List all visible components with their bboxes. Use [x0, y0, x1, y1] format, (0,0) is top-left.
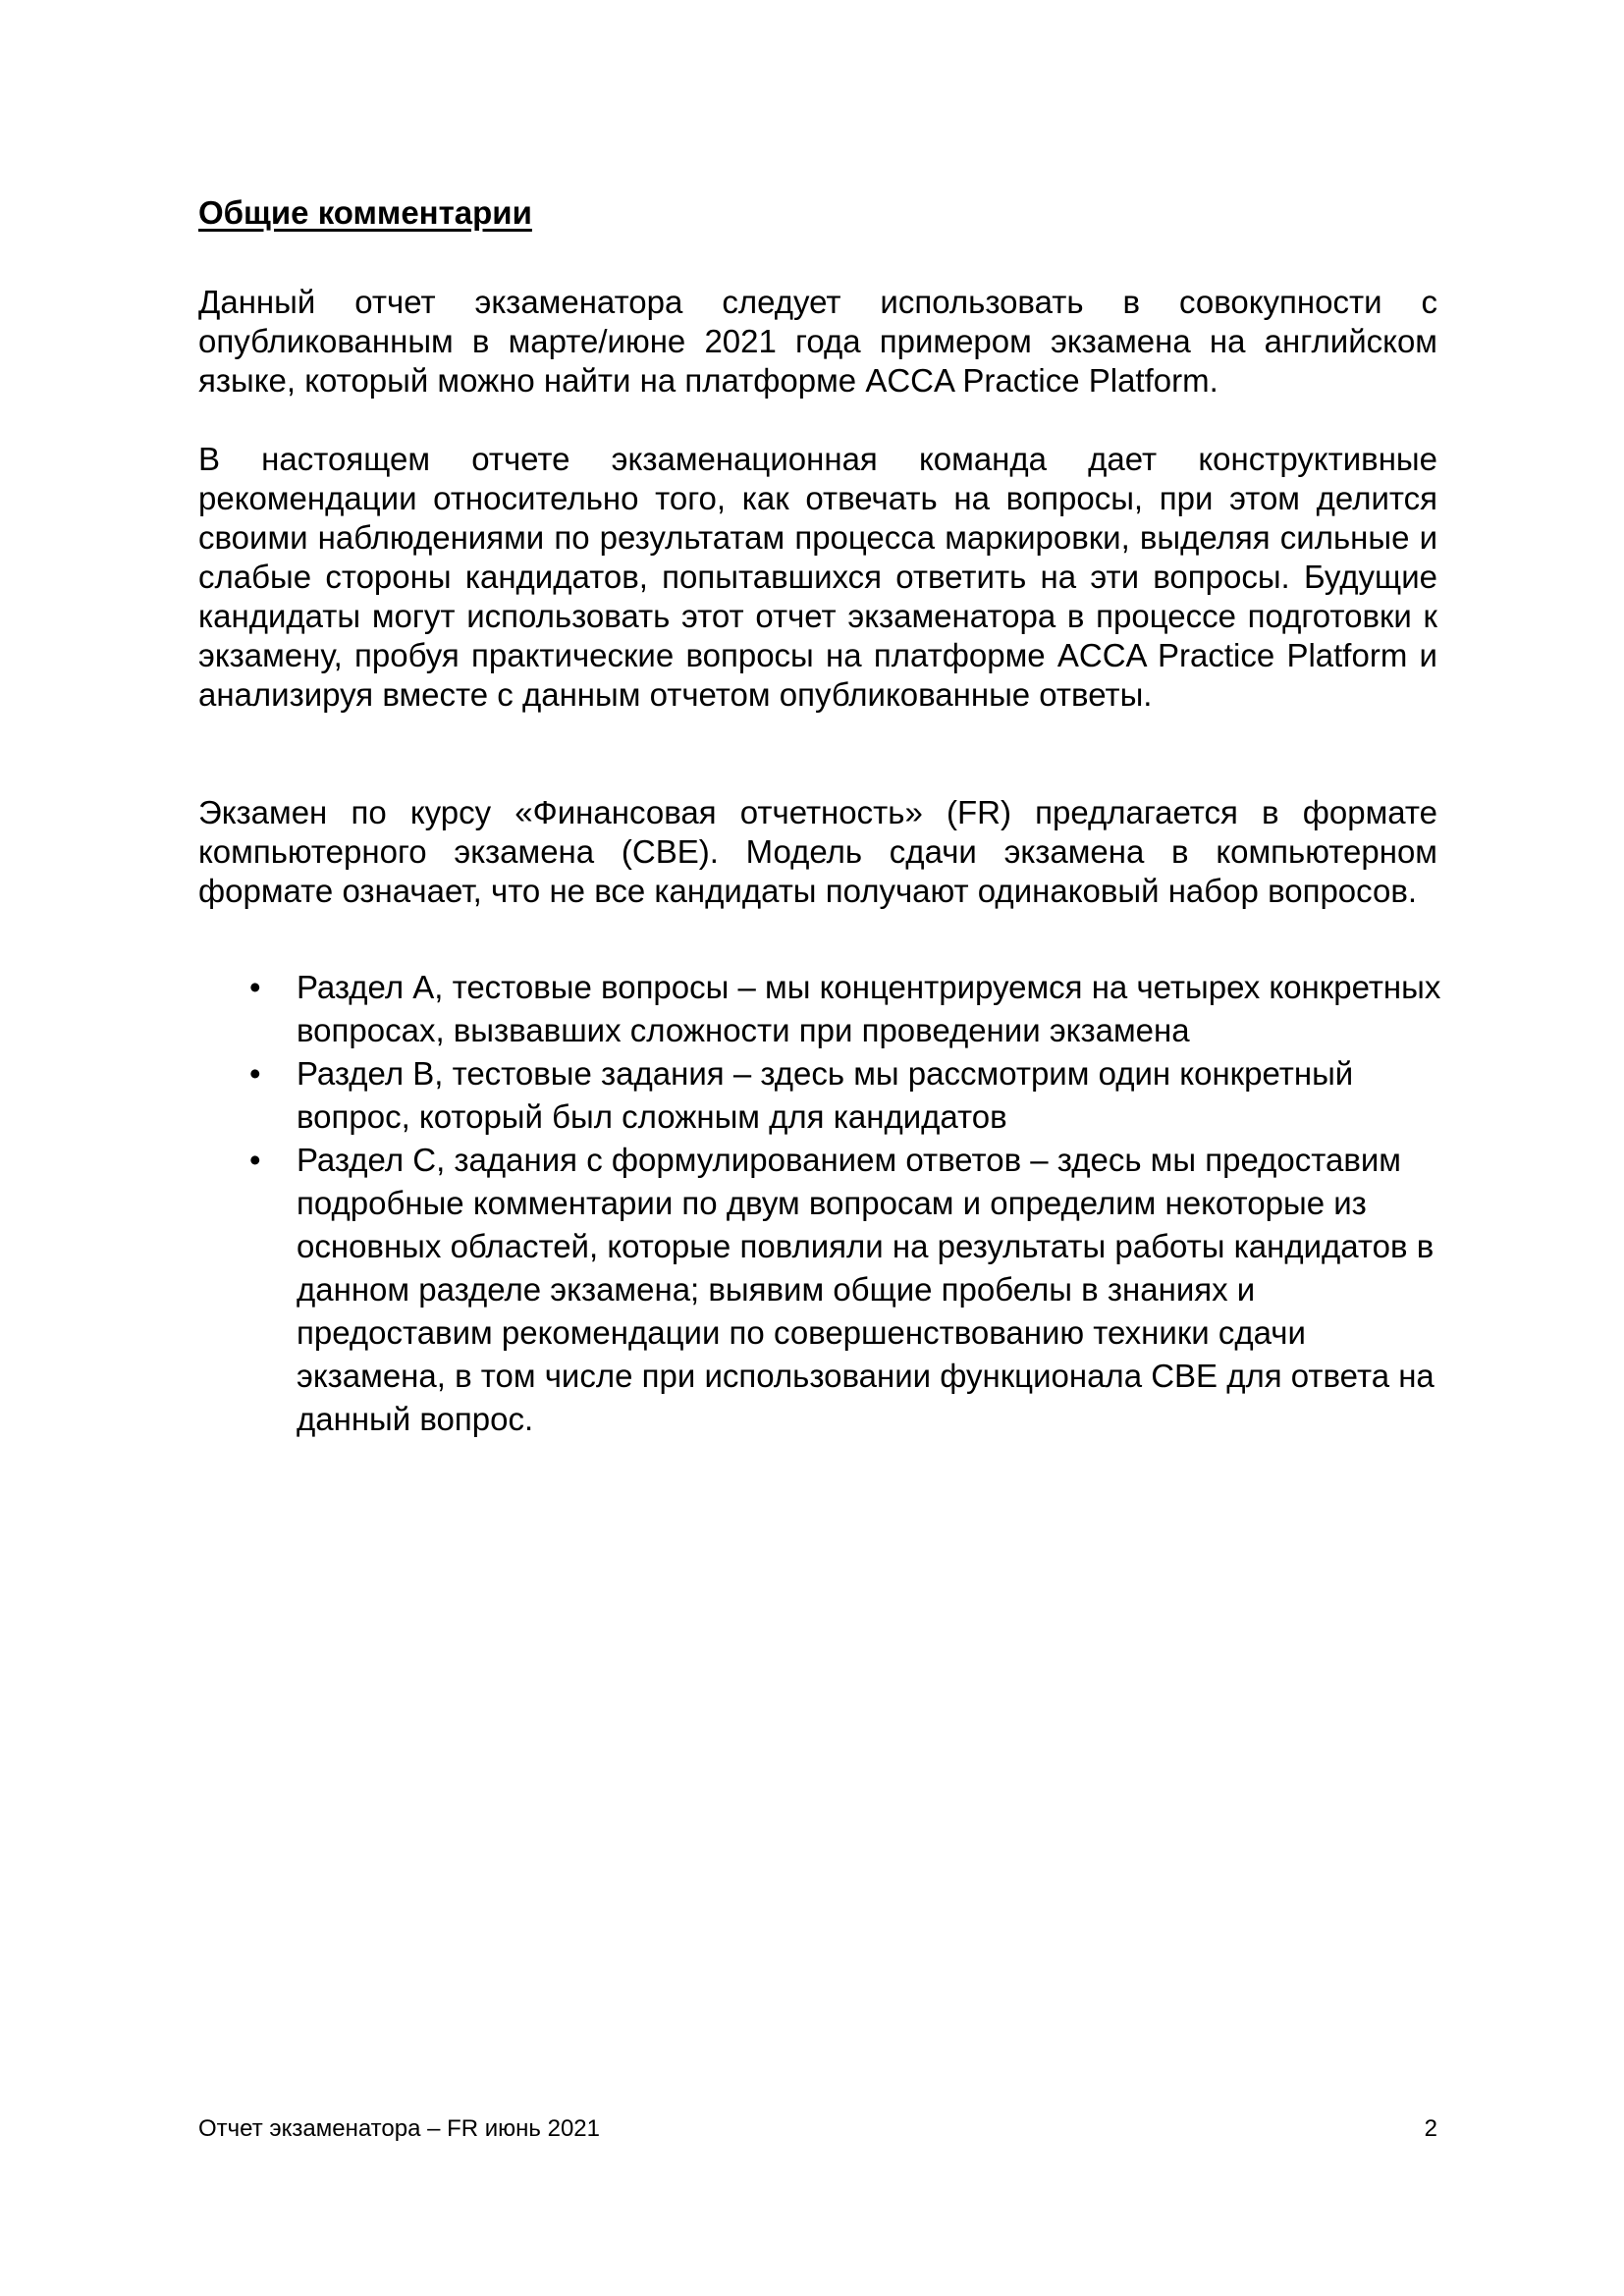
bullet-icon: • — [249, 1055, 261, 1092]
page-number: 2 — [1424, 2115, 1437, 2142]
section-list — [198, 966, 1445, 1441]
section-heading: Общие комментарии — [198, 194, 532, 231]
list-item — [198, 1052, 1445, 1139]
bullet-icon: • — [249, 1142, 261, 1178]
footer-title: Отчет экзаменатора – FR июнь 2021 — [198, 2115, 600, 2142]
paragraph-recommendations: В настоящем отчете экзаменационная команда дает конструктивные рекомендации относительно того, как отвечать на вопросы, при этом делится своими наблюдениями по результатам процесса маркировки, выделяя сильные и слабые стороны кандидатов, попытавшихся ответить на эти вопросы. Будущие кандидаты могут использовать этот отчет экзаменатора в процессе подготовки к экзамену, пробуя практические вопросы на платформе ACCA Practice Platform и анализируя вместе с данным отчетом опубликованные ответы. — [198, 441, 1437, 713]
paragraph-exam-format: Экзамен по курсу «Финансовая отчетность» (FR) предлагается в формате компьютерного экзамена (CBE). Модель сдачи экзамена в компьютерном формате означает, что не все кандидаты получают одинаковый набор вопросов. — [198, 794, 1437, 909]
list-item — [198, 1139, 1445, 1441]
paragraph-intro: Данный отчет экзаменатора следует использовать в совокупности с опубликованным в марте/июне 2021 года примером экзамена на английском языке, который можно найти на платформе ACCA Practice Platform. — [198, 284, 1437, 399]
bullet-icon: • — [249, 969, 261, 1005]
list-item-text: Раздел А, тестовые вопросы – мы концентрируемся на четырех конкретных вопросах, вызвавших сложности при проведении экзамена — [297, 969, 1441, 1048]
list-item-text: Раздел C, задания с формулированием ответов – здесь мы предоставим подробные комментарии по двум вопросам и определим некоторые из основных областей, которые повлияли на результаты работы кандидатов в данном разделе экзамена; выявим общие пробелы в знаниях и предоставим рекомендации по совершенствованию техники сдачи экзамена, в том числе при использовании функционала CBE для ответа на данный вопрос. — [297, 1142, 1435, 1437]
list-item-text: Раздел B, тестовые задания – здесь мы рассмотрим один конкретный вопрос, который был сложным для кандидатов — [297, 1055, 1354, 1135]
list-item — [198, 966, 1445, 1052]
